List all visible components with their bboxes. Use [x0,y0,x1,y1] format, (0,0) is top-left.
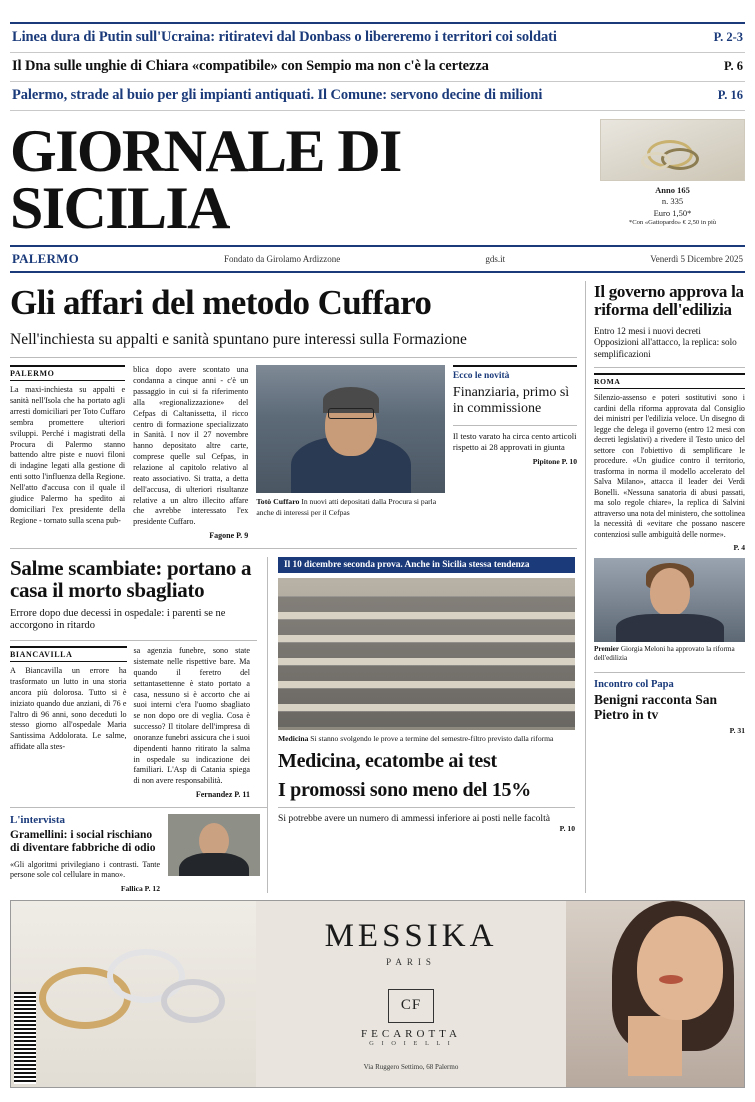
article-salme[interactable] [10,557,268,893]
advertisement-messika[interactable] [10,900,745,1088]
article-intervista[interactable] [10,807,268,893]
website-url[interactable]: gds.it [485,254,506,264]
teaser-page: P. 2-3 [713,30,743,44]
ad-brand-city: PARIS [386,956,436,967]
novita-title: Finanziaria, primo sì in commissione [452,385,570,417]
byline-page: P. 10 [561,457,577,467]
salme-body-2: sa agenzia funebre, sono state sistemate nelle rispettive bare. Ma quando il feretro del settantasettenne è stato portato a casa, nessuno si è accorto che ai suoi interni c'era l'uomo sbagliato se non dopo ore di veglia. Cosa è successo? Il titolare dell'impresa di onoranze funebri assicura che i suoi dipendenti hanno ritirato la salma in ospedale su indicazione dei familiari. L'Asp di Catania spiega di non avere responsabilità. [133,646,250,786]
novita-byline [453,457,577,466]
rail-page: P. 4 [733,543,745,553]
issue-year: Anno 165 [655,185,690,195]
rail-kicker: ROMA [594,373,745,389]
novita-kicker: Ecco le novità [452,371,510,382]
issue-price: Euro 1,50* [653,207,692,218]
papa-kicker: Incontro col Papa [594,672,745,690]
promo-image-jewelry [600,119,745,181]
medicina-headline-2: I promossi sono meno del 15% [278,778,531,801]
lead-column-2 [133,365,256,540]
intervista-byline [10,884,160,893]
edition-date: Venerdì 5 Dicembre 2025 [650,254,743,264]
newspaper-logo: GIORNALE DI SICILIA [10,118,401,241]
teaser-text: Linea dura di Putin sull'Ucraina: ritiratevi dal Donbass o libereremo i territori coi soldati [12,29,557,45]
ad-retailer-subtitle: G I O I E L L I [369,1039,453,1047]
rail-body: Silenzio-assenso e poteri sostitutivi sono i cardini della riforma approvata dal Consiglio dei ministri per l'edilizia veloce. Un disegno di legge che delega il governo (entro 12 mesi con decreti legislativi) a rivedere il Testo unico del settore con l'obiettivo di semplificare le procedure. «Un giudice contro il territorio, trasforma in norma il modello accelerato del Salva Milano», attacca il leader dei Verdi Bonelli. «Nessuna sanatoria di abusi passati, ma solo regole chiare», la replica di Salvini attraverso una nota del ministero, che sottolinea la necessità di «evitare che possano nascere contenziosi sulle ambiguità delle norme». [594,393,745,539]
masthead-promo [600,119,745,228]
lead-byline [133,531,248,540]
lead-article [10,365,577,540]
caption-subject: Premier [594,645,620,654]
intervista-body: «Gli algoritmi privilegiano i contrasti. Tante persone sole col cellulare in mano». [10,859,160,880]
rail-photo-meloni [594,558,745,642]
medicina-headline-1: Medicina, ecatombe ai test [278,749,497,772]
salme-byline [134,790,251,799]
lead-body-2: blica dopo avere scontato una condanna a cinque anni - c'è un passaggio in cui si fa riferimento alla «regionalizzazione» del Cefpas di Caltanissetta, il ricco centro di formazione specializzato in Sanità. I nov il 27 novembre hanno depositato altre carte, comprese quelle sul Cefpas, in relazione al capitolo relativo al reato associativo. Si tratta, a detta dell'accusa, di ulteriori risultanze relative a un altro illecito affare che avrebbe interessato l'ex presidente Cuffaro. [133,365,249,527]
byline-page: P. 12 [144,883,160,893]
novita-body: Il testo varato ha circa cento articoli rispetto ai 28 approvati in giunta [452,430,577,452]
lead-column-1 [10,365,133,540]
intervista-photo-gramellini [168,814,260,876]
ad-jewelry-image [11,901,256,1087]
salme-headline: Salme scambiate: portano a casa il morto sbagliato [10,556,252,603]
left-columns [10,281,585,893]
ad-address: Via Ruggero Settimo, 68 Palermo [363,1062,459,1071]
caption-subject: Medicina [278,734,309,744]
medicina-photo-lecture-hall [278,578,575,730]
caption-subject: Totò Cuffaro [256,497,300,507]
medicina-caption [278,734,575,744]
teaser-text: Palermo, strade al buio per gli impianti antiquati. Il Comune: servono decine di milioni [12,87,543,103]
lead-body-1: La maxi-inchiesta su appalti e sanità nell'Isola che ha portato agli arresti domiciliari per Toto Cuffaro sembra promettere ulteriori sviluppi. Perché i magistrati della Procura di Palermo stanno battendo altre piste e nuovi filoni di indagine legati alla gestione di enti sotto l'influenza della Regione. Nell'atto d'accusa con il quale il giudice Palermo ha spedito ai domiciliari l'ex presidente della Regione - tornato sulla scena pub- [10,385,126,525]
masthead [10,111,745,241]
lead-headline[interactable]: Gli affari del metodo Cuffaro [10,283,432,322]
ad-model-photo [566,901,744,1087]
masthead-meta [600,185,745,228]
teaser-page: P. 16 [717,88,743,102]
founder-note: Fondato da Girolamo Ardizzone [224,254,341,264]
lead-kicker: PALERMO [10,365,125,381]
lead-photo-caption [256,497,445,517]
caption-text: Si stanno svolgendo le prove a termine del semestre-filtro previsto dalla riforma [310,734,554,744]
issue-price-note: *Con «Gattopardo» € 2,50 in più [628,219,717,227]
ad-brand-name: MESSIKA [324,917,498,954]
rail-photo-caption [594,645,745,663]
byline-name: Fagone [209,531,235,541]
novita-box[interactable] [453,365,577,540]
salme-body-1: A Biancavilla un errore ha trasformato un lutto in una storia ancora più dolorosa. Tutto si è iniziato quando due anziani, di 76 e l'altro di 96 anni, sono deceduti lo stesso giorno all'ospedale Maria Santissima Addolorata. Le salme, affidate alla stes- [10,666,127,752]
teaser-item[interactable] [10,24,745,53]
byline-page: P. 11 [234,790,250,800]
main-content [10,281,745,893]
barcode [14,992,36,1084]
article-medicina[interactable] [268,557,575,893]
rail-subhead: Entro 12 mesi i nuovi decreti Opposizioni all'attacco, la replica: solo semplificazioni [594,326,745,369]
byline-name: Fallica [120,883,143,893]
teaser-text: Il Dna sulle unghie di Chiara «compatibile» con Sempio ma non c'è la certezza [12,58,489,74]
caption-text: Giorgia Meloni ha approvato la riforma dell'edilizia [594,645,735,663]
papa-title[interactable]: Benigni racconta San Pietro in tv [594,691,718,722]
intervista-title: Gramellini: i social rischiano di diventare fabbriche di odio [10,829,156,854]
lead-photo-block [256,365,453,540]
intervista-kicker: L'intervista [10,814,65,827]
teaser-item[interactable] [10,53,745,82]
teaser-item[interactable] [10,82,745,111]
ad-retailer-logo: CF [388,989,434,1023]
lead-photo-cuffaro [256,365,445,493]
byline-page: P. 9 [236,531,249,541]
rail-headline[interactable]: Il governo approva la riforma dell'edilizia [594,282,744,320]
papa-page: P. 31 [729,726,745,736]
medicina-subhead: Si potrebbe avere un numero di ammessi inferiore ai posti nelle facoltà [278,807,575,824]
teaser-page: P. 6 [724,59,743,73]
ad-text-block [256,901,566,1087]
issue-number: n. 335 [661,196,684,207]
medicina-strip: Il 10 dicembre seconda prova. Anche in Sicilia stessa tendenza [278,557,575,573]
caption-text: In nuovi atti depositati dalla Procura si parla anche di interessi per il Cefpas [256,497,437,517]
byline-name: Fernandez [195,790,233,800]
edition-bar [10,245,745,273]
lead-subhead: Nell'inchiesta su appalti e sanità spuntano pure interessi sulla Formazione [10,331,577,358]
right-rail [585,281,745,893]
newspaper-front-page [0,22,755,1102]
medicina-page: P. 10 [559,824,575,834]
salme-kicker: BIANCAVILLA [10,646,127,662]
byline-name: Pipitone [532,457,560,467]
edition-city: PALERMO [12,251,79,266]
teaser-strip [10,22,745,111]
salme-column-1 [10,646,134,799]
second-block [10,557,577,893]
salme-subhead: Errore dopo due decessi in ospedale: i parenti se ne accorgono in ritardo [10,608,257,642]
ad-retailer-name: FECAROTTA [361,1027,461,1040]
salme-column-2 [134,646,258,799]
